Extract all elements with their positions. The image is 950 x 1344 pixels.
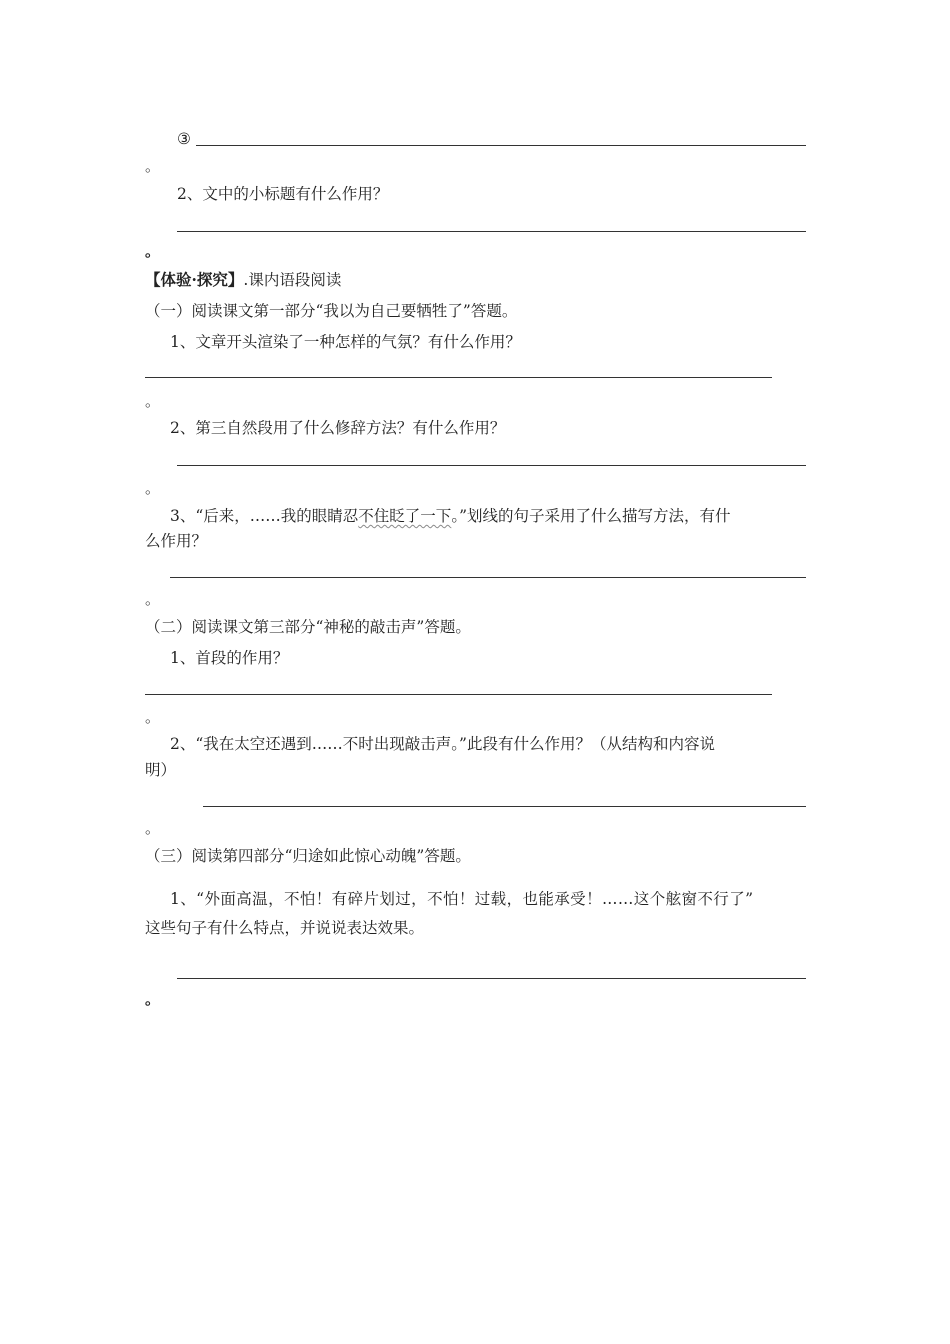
answer-line [203,806,806,807]
question-text: 3、“后来，……我的眼睛忍 [170,507,359,525]
part2-title: （二）阅读课文第三部分“神秘的敲击声”答题。 [145,618,471,636]
part1-question-3 [170,506,731,526]
period-mark: 。 [145,590,161,608]
part1-title: （一）阅读课文第一部分“我以为自己要牺牲了”答题。 [145,302,518,320]
part3-title: （三）阅读第四部分“归途如此惊心动魄”答题。 [145,847,471,865]
question-text: 。”划线的句子采用了什么描写方法，有什 [451,507,731,525]
answer-line [196,145,806,146]
part2-question-2: 2、“我在太空还遇到……不时出现敲击声。”此段有什么作用？（从结构和内容说 [170,735,715,753]
answer-line [177,465,806,466]
part2-question-2-continued: 明） [145,761,177,779]
answer-line [177,231,806,232]
part2-question-1: 1、首段的作用？ [170,649,289,667]
period-mark: 。 [145,708,161,726]
part3-question-1: 1、“外面高温，不怕！有碎片划过，不怕！过载，也能承受！……这个舷窗不行了” [170,890,754,908]
answer-line [145,694,772,695]
part1-question-2: 2、第三自然段用了什么修辞方法？有什么作用？ [170,419,506,437]
section-heading-rest: .课内语段阅读 [243,271,342,289]
part3-question-1-continued: 这些句子有什么特点，并说说表达效果。 [145,919,425,937]
part1-question-1: 1、文章开头渲染了一种怎样的气氛？有什么作用？ [170,333,521,351]
part1-question-3-continued: 么作用？ [145,532,208,550]
period-mark: 。 [145,157,161,175]
period-mark: 。 [145,819,161,837]
question-small-heading: 2、文中的小标题有什么作用？ [177,185,389,203]
answer-line [145,377,772,378]
section-heading [145,270,341,290]
wavy-underlined-sentence: 不住眨了一下 [358,507,452,525]
period-mark: 。 [145,479,161,497]
section-heading-bracket: 【体验·探究】 [145,270,244,289]
period-mark: 。 [145,392,161,410]
answer-line [170,577,806,578]
period-mark: 。 [145,242,161,260]
answer-number-3: ③ [177,130,191,148]
period-mark: 。 [145,990,161,1008]
answer-line [177,978,806,979]
